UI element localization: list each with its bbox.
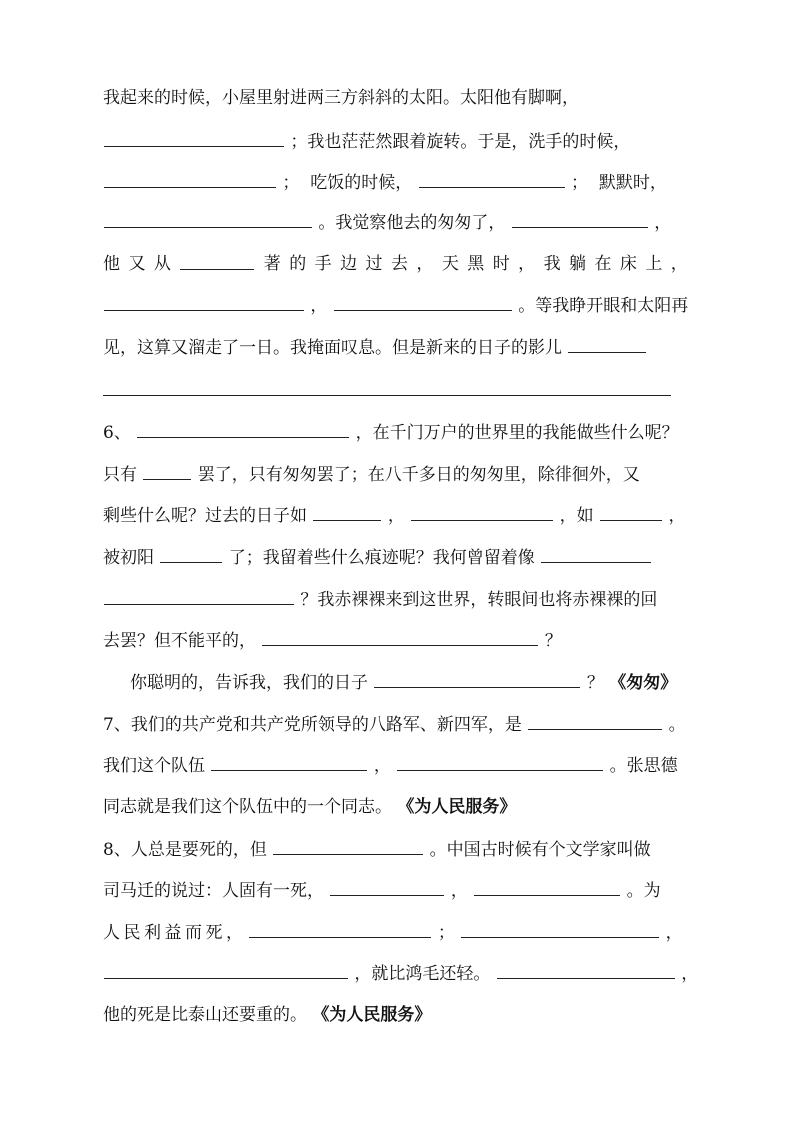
fill-blank[interactable] xyxy=(104,170,276,188)
passage-text: ， xyxy=(310,296,328,316)
fill-blank[interactable] xyxy=(137,420,349,438)
passage-text: ； 吃饭的时候， xyxy=(282,173,413,193)
question-text: 他的死是比泰山还要重的。 xyxy=(103,1005,307,1025)
passage-text: 。我觉察他去的匆匆了， xyxy=(318,213,506,233)
question-text: ？我赤裸裸来到这世界，转眼间也将赤裸裸的回 xyxy=(300,590,658,610)
question-text: ？ xyxy=(544,631,562,651)
passage-char: 手 xyxy=(314,254,332,274)
q8-line-4 xyxy=(103,961,699,986)
passage-text: 见，这算又溜走了一日。我掩面叹息。但是新来的日子的影儿 xyxy=(103,338,562,358)
passage-char: 他 xyxy=(103,254,120,274)
passage-char: 过 xyxy=(365,254,383,274)
fill-blank[interactable] xyxy=(419,170,565,188)
question-text: ，如 xyxy=(559,506,594,526)
question-text: ， xyxy=(665,923,683,943)
passage-char: 边 xyxy=(340,254,358,274)
passage-char: 躺 xyxy=(569,254,586,274)
question-text: ， xyxy=(373,756,391,776)
fill-blank[interactable] xyxy=(528,712,662,730)
question-text: 。 xyxy=(668,715,686,735)
fill-blank[interactable] xyxy=(273,837,423,855)
fill-blank[interactable] xyxy=(160,545,222,563)
fill-blank[interactable] xyxy=(143,462,191,480)
source-title: 《为人民服务》 xyxy=(312,1005,432,1025)
passage-char: 天 xyxy=(441,254,459,274)
passage-line-3 xyxy=(103,170,688,195)
passage-char: 黑 xyxy=(467,254,485,274)
fill-blank[interactable] xyxy=(541,545,651,563)
question-text: ，在千门万户的世界里的我能做些什么呢？ xyxy=(355,423,679,443)
passage-text: ； 默默时， xyxy=(571,173,667,193)
question-char: 死 xyxy=(205,923,223,943)
passage-char: 又 xyxy=(128,254,146,274)
question-text: 去罢？但不能平的， xyxy=(103,631,256,651)
passage-char: 时 xyxy=(492,254,510,274)
q6-line-1 xyxy=(103,420,688,445)
q6-line-4 xyxy=(103,545,688,570)
passage-char: ， xyxy=(416,254,434,274)
fill-blank[interactable] xyxy=(104,587,294,605)
passage-line-7 xyxy=(103,335,688,360)
question-text: 你聪明的，告诉我，我们的日子 xyxy=(130,673,368,693)
question-text: 。为 xyxy=(626,881,661,901)
q8-line-3-lead xyxy=(103,921,243,945)
passage-char: 床 xyxy=(619,254,637,274)
fill-blank[interactable] xyxy=(249,920,431,938)
q8-line-5 xyxy=(103,1003,688,1027)
question-text: ， xyxy=(668,506,686,526)
fill-blank[interactable] xyxy=(334,293,512,311)
q7-line-2 xyxy=(103,753,688,778)
q8-line-2 xyxy=(103,878,688,903)
fill-blank[interactable] xyxy=(104,129,284,147)
question-text: 。张思德 xyxy=(609,756,678,776)
question-text: ， xyxy=(387,506,405,526)
passage-text: ， xyxy=(654,213,672,233)
q6-line-6 xyxy=(103,628,688,653)
question-text: 。中国古时候有个文学家叫做 xyxy=(429,840,651,860)
q7-line-3 xyxy=(103,795,688,819)
passage-char: 去 xyxy=(390,254,408,274)
source-title: 《为人民服务》 xyxy=(397,797,517,817)
fill-blank[interactable] xyxy=(374,670,580,688)
q6-line-5 xyxy=(103,587,688,612)
fill-blank[interactable] xyxy=(474,878,620,896)
passage-text: 我起来的时候，小屋里射进两三方斜斜的太阳。太阳他有脚啊， xyxy=(103,88,579,108)
question-text: 我们这个队伍 xyxy=(103,756,205,776)
passage-char: ， xyxy=(518,254,536,274)
question-text: 剩些什么呢？过去的日子如 xyxy=(103,506,307,526)
question-text: ； xyxy=(437,923,455,943)
passage-line-2 xyxy=(103,129,688,154)
q7-line-1 xyxy=(103,712,688,737)
passage-line-1 xyxy=(103,86,688,110)
question-char: 而 xyxy=(185,923,202,943)
question-text: ， xyxy=(450,881,468,901)
passage-line-5 xyxy=(103,252,688,276)
fill-blank-full-line[interactable] xyxy=(103,395,671,396)
passage-text: 。等我睁开眼和太阳再 xyxy=(518,296,689,316)
question-text: 同志就是我们这个队伍中的一个同志。 xyxy=(103,797,392,817)
question-text: 8、人总是要死的，但 xyxy=(103,840,267,860)
question-text: 了；我留着些什么痕迹呢？我何曾留着像 xyxy=(228,548,535,568)
passage-char: 在 xyxy=(594,254,612,274)
question-text: 司马迁的说过：人固有一死， xyxy=(103,881,324,901)
fill-blank[interactable] xyxy=(461,920,659,938)
question-text: 被初阳 xyxy=(103,548,154,568)
fill-blank[interactable] xyxy=(313,503,381,521)
question-char: 利 xyxy=(144,923,161,943)
fill-blank[interactable] xyxy=(568,335,646,353)
question-char: 人 xyxy=(103,923,120,943)
fill-blank[interactable] xyxy=(497,961,675,979)
q8-line-1 xyxy=(103,837,688,862)
fill-blank[interactable] xyxy=(330,878,444,896)
passage-char: 的 xyxy=(289,254,307,274)
passage-line-4 xyxy=(103,210,688,235)
question-char: 民 xyxy=(123,923,141,943)
question-text: 7、我们的共产党和共产党所领导的八路军、新四军，是 xyxy=(103,715,522,735)
question-text: ，就比鸿毛还轻。 xyxy=(354,964,491,984)
q8-line-3 xyxy=(103,920,688,945)
q6-line-7 xyxy=(130,670,690,695)
question-text: ？ xyxy=(586,673,604,693)
passage-line-6 xyxy=(103,293,688,318)
fill-blank[interactable] xyxy=(104,293,304,311)
passage-char: 上 xyxy=(645,254,663,274)
fill-blank[interactable] xyxy=(600,503,662,521)
question-number: 6、 xyxy=(103,423,131,443)
fill-blank[interactable] xyxy=(104,210,312,228)
passage-char: 著 xyxy=(263,254,281,274)
fill-blank[interactable] xyxy=(397,753,603,771)
fill-blank[interactable] xyxy=(180,252,254,270)
question-char: 益 xyxy=(164,923,182,943)
passage-char: 我 xyxy=(543,254,561,274)
fill-blank[interactable] xyxy=(411,503,553,521)
fill-blank[interactable] xyxy=(512,210,648,228)
fill-blank[interactable] xyxy=(211,753,367,771)
question-text: 罢了，只有匆匆罢了；在八千多日的匆匆里，除徘徊外，又 xyxy=(197,465,640,485)
fill-blank[interactable] xyxy=(262,628,538,646)
source-title: 《匆匆》 xyxy=(609,673,678,693)
q6-line-3 xyxy=(103,503,688,528)
question-char: ， xyxy=(226,923,243,943)
passage-text: ；我也茫茫然跟着旋转。于是，洗手的时候， xyxy=(290,132,631,152)
question-text: ， xyxy=(681,964,699,984)
question-text: 只有 xyxy=(103,465,137,485)
passage-char: ， xyxy=(670,254,688,274)
q6-line-2 xyxy=(103,462,688,487)
passage-char: 从 xyxy=(153,254,171,274)
fill-blank[interactable] xyxy=(104,961,348,979)
